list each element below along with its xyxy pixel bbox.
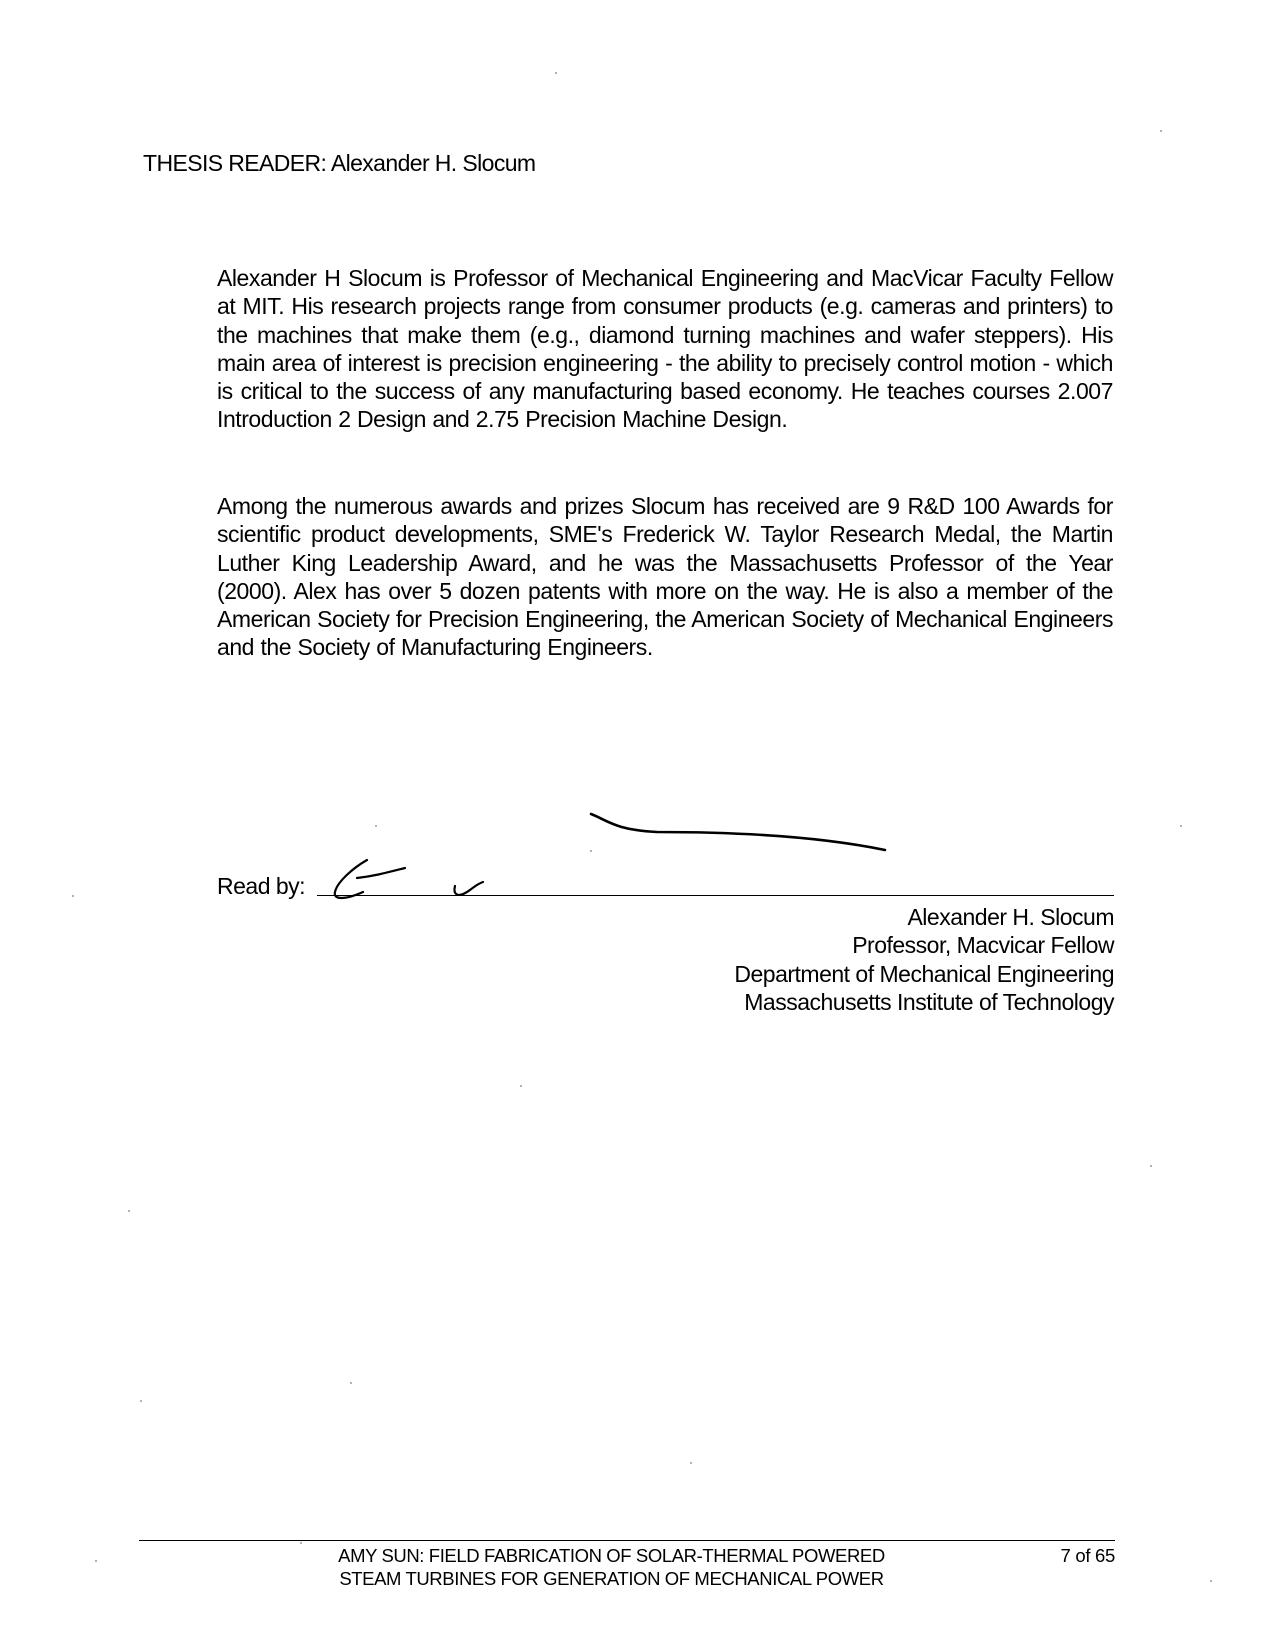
scan-speck <box>690 1462 692 1464</box>
scan-speck <box>555 72 557 74</box>
footer-rule <box>139 1540 1115 1541</box>
scan-speck <box>375 825 377 827</box>
heading-label: THESIS READER: <box>143 150 327 176</box>
scan-speck <box>72 895 74 897</box>
read-by-label: Read by: <box>217 873 306 899</box>
scan-speck <box>350 1382 352 1384</box>
scan-speck <box>1160 130 1162 132</box>
signatory-department: Department of Mechanical Engineering <box>734 960 1114 987</box>
scan-speck <box>300 1542 302 1544</box>
page-number: 7 of 65 <box>1060 1545 1115 1566</box>
scan-speck <box>128 1210 130 1212</box>
heading-name: Alexander H. Slocum <box>330 150 536 176</box>
signatory-block <box>734 903 1114 1016</box>
scan-speck <box>520 1085 522 1087</box>
footer-title-line-1: AMY SUN: FIELD FABRICATION OF SOLAR-THERMAL POWERED <box>338 1545 885 1566</box>
signature-line <box>317 895 1114 896</box>
scan-speck <box>590 850 592 852</box>
biography-paragraph-2: Among the numerous awards and prizes Slocum has received are 9 R&D 100 Awards for scientific product developments, SME's Frederick W. Taylor Research Medal, the Martin Luther King Leadership Award, and he was the Massachusetts Professor of the Year (2000). Alex has over 5 dozen patents with more on the way. He is also a member of the American Society for Precision Engineering, the American Society of Mechanical Engineers and the Society of Manufacturing Engineers. <box>217 493 1113 661</box>
scan-speck <box>1150 1165 1152 1167</box>
footer-title-line-2: STEAM TURBINES FOR GENERATION OF MECHANICAL POWER <box>339 1567 884 1589</box>
handwritten-signature <box>317 808 937 908</box>
signature-stroke-3 <box>455 882 484 895</box>
signature-stroke-1 <box>335 860 367 898</box>
thesis-reader-heading <box>143 150 536 177</box>
signature-stroke-2 <box>357 868 405 878</box>
scan-speck <box>1210 1580 1212 1582</box>
scan-speck <box>1180 825 1182 827</box>
signatory-institution: Massachusetts Institute of Technology <box>744 988 1114 1015</box>
signature-stroke-5 <box>591 814 885 850</box>
footer-title <box>285 1545 938 1590</box>
signatory-title: Professor, Macvicar Fellow <box>852 932 1114 959</box>
signatory-name: Alexander H. Slocum <box>907 904 1114 930</box>
biography-paragraph-1: Alexander H Slocum is Professor of Mechanical Engineering and MacVicar Faculty Fellow at MIT. His research projects range from consumer products (e.g. cameras and printers) to the machines that make them (e.g., diamond turning machines and wafer steppers). His main area of interest is precision engineering - the ability to precisely control motion - which is critical to the success of any manufacturing based economy. He teaches courses 2.007 Introduction 2 Design and 2.75 Precision Machine Design. <box>217 265 1113 433</box>
scan-speck <box>140 1400 142 1402</box>
scan-speck <box>95 1560 97 1562</box>
